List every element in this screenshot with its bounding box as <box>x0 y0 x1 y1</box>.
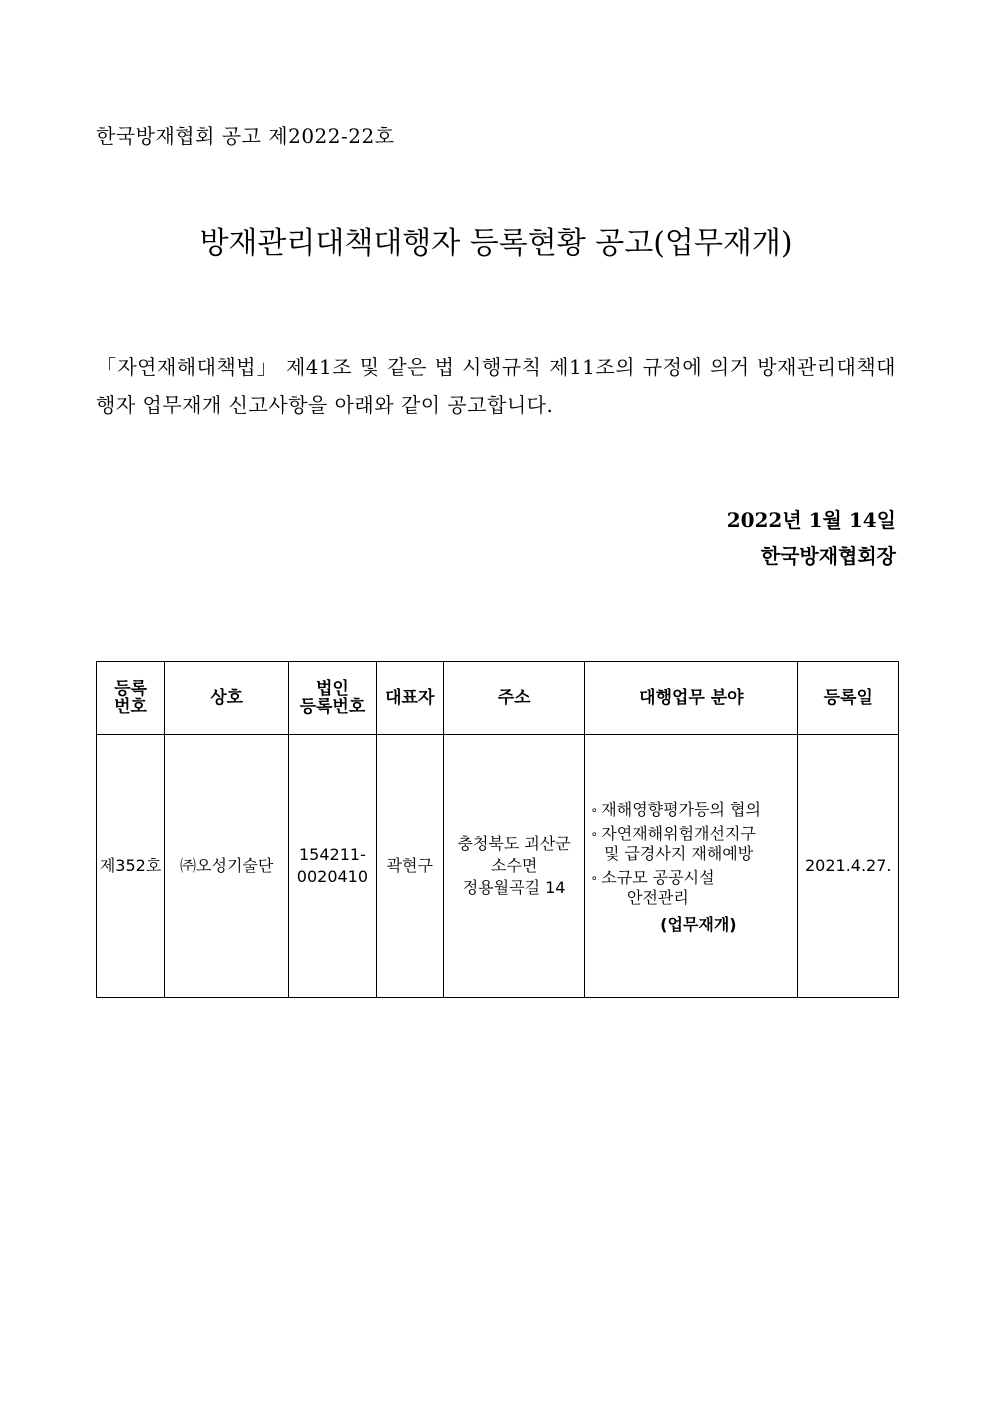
duty-text: 재해영향평가등의 협의 <box>601 800 761 819</box>
header-address: 주소 <box>443 662 584 735</box>
notice-number: 한국방재협회 공고 제2022-22호 <box>96 124 395 148</box>
header-reg-date: 등록일 <box>798 662 899 735</box>
table-header-row <box>97 662 899 735</box>
duty-text: 자연재해위험개선지구 및 급경사지 재해예방 <box>601 824 756 863</box>
bullet-icon: ∘ <box>590 871 599 885</box>
header-company: 상호 <box>165 662 289 735</box>
duty-note: (업무재개) <box>660 915 737 934</box>
document-title: 방재관리대책대행자 등록현황 공고(업무재개) <box>199 226 793 261</box>
cell-duties <box>585 735 798 998</box>
duty-item <box>587 800 795 820</box>
header-field: 대행업무 분야 <box>585 662 798 735</box>
duty-item <box>587 868 795 908</box>
duty-item <box>587 824 795 864</box>
cell-reg-date: 2021.4.27. <box>798 735 899 998</box>
header-reg-no: 등록 번호 <box>97 662 165 735</box>
header-representative: 대표자 <box>376 662 443 735</box>
cell-corp-reg-no: 154211- 0020410 <box>289 735 376 998</box>
header-corp-reg-no: 법인 등록번호 <box>289 662 376 735</box>
table-row <box>97 735 899 998</box>
cell-address: 충청북도 괴산군 소수면 정용월곡길 14 <box>443 735 584 998</box>
cell-company: ㈜오성기술단 <box>165 735 289 998</box>
duty-text: 소규모 공공시설 안전관리 <box>601 868 715 907</box>
cell-reg-no: 제352호 <box>97 735 165 998</box>
signer: 한국방재협회장 <box>760 544 896 568</box>
cell-representative: 곽현구 <box>376 735 443 998</box>
bullet-icon: ∘ <box>590 827 599 841</box>
registration-table <box>96 661 899 998</box>
bullet-icon: ∘ <box>590 803 599 817</box>
notice-date: 2022년 1월 14일 <box>726 508 896 532</box>
body-paragraph: 「자연재해대책법」 제41조 및 같은 법 시행규칙 제11조의 규정에 의거 방재관리대책대행자 업무재개 신고사항을 아래와 같이 공고합니다. <box>96 355 896 417</box>
